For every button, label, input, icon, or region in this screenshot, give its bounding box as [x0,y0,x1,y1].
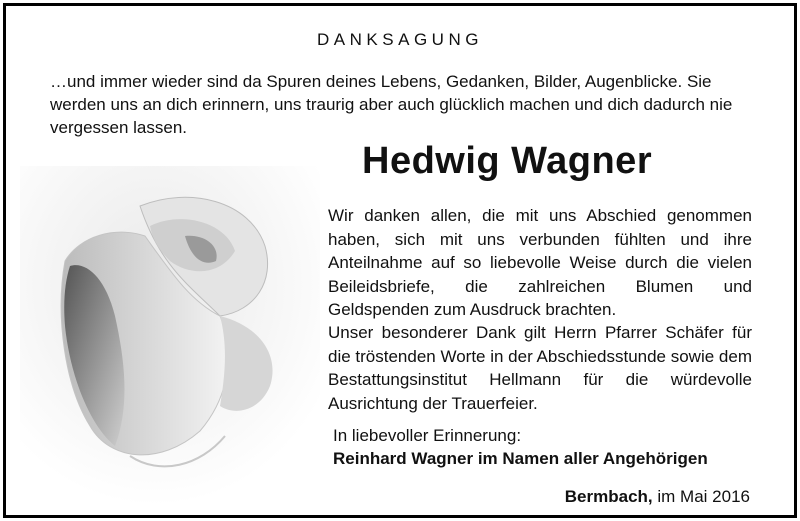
obituary-frame [3,3,797,518]
rose-image [20,166,320,506]
closing-intro: In liebevoller Erinnerung: [333,426,522,445]
date: im Mai 2016 [657,487,750,506]
place-date [565,487,750,507]
place: Bermbach, [564,487,653,506]
deceased-name: Hedwig Wagner [362,140,653,182]
closing-signature: Reinhard Wagner im Namen aller Angehörigen [333,449,708,468]
thanks-paragraph-1: Wir danken allen, die mit uns Abschied genommen haben, sich mit uns verbunden fühlten und ihre Anteilnahme auf so liebevolle Weise durch die vielen Beileidsbriefe, die zahlreichen Blumen und Geldspenden zum Ausdruck brachten. [328,206,752,319]
intro-text: …und immer wieder sind da Spuren deines Lebens, Gedanken, Bilder, Augenblicke. Sie werden uns an dich erinnern, uns traurig aber auch glücklich machen und dich dadurch nie vergessen lassen. [50,72,733,137]
thanks-paragraph-2: Unser besonderer Dank gilt Herrn Pfarrer Schäfer für die tröstenden Worte in der Abschiedsstunde sowie dem Bestattungsinstitut Hellmann für die würdevolle Ausrichtung der Trauerfeier. [328,323,752,413]
heading: DANKSAGUNG [317,30,483,49]
